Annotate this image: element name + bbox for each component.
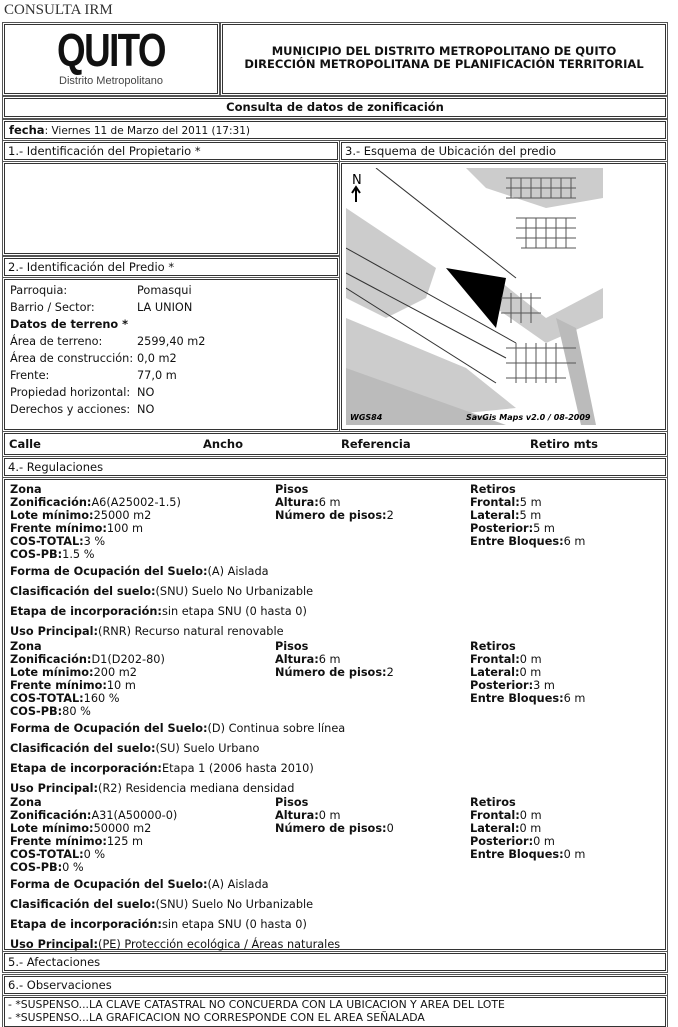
zonificacion-label: Zonificación:: [10, 809, 92, 822]
map-box: [341, 163, 666, 430]
lateral-row: [470, 666, 541, 679]
section6-header: 6.- Observaciones: [4, 976, 666, 994]
entre-bloques-value: 6 m: [563, 535, 586, 548]
clasificacion-row: [10, 585, 313, 598]
pisos-heading: Pisos: [275, 483, 309, 496]
entre-bloques-row: [470, 848, 585, 861]
lateral-label: Lateral:: [470, 822, 520, 835]
barrio-label: Barrio / Sector:: [10, 301, 95, 314]
zonificacion-label: Zonificación:: [10, 653, 92, 666]
lateral-row: [470, 822, 541, 835]
pisos-row: [275, 640, 308, 653]
zona-row: [10, 640, 42, 653]
lote-minimo-label: Lote mínimo:: [10, 666, 94, 679]
altura-value: 0 m: [318, 809, 341, 822]
altura-row: [275, 809, 341, 822]
cos-pb-value: 80 %: [62, 705, 91, 718]
zona-row: [10, 796, 42, 809]
zonificacion-label: Zonificación:: [10, 496, 92, 509]
area-construccion-row: [10, 350, 337, 367]
fecha-label: fecha: [9, 123, 45, 137]
entre-bloques-value: 0 m: [563, 848, 586, 861]
uso-principal-value: (PE) Protección ecológica / Áreas naturales: [98, 938, 341, 951]
frente-minimo-value: 10 m: [106, 679, 136, 692]
pisos-heading: Pisos: [275, 796, 309, 809]
clasificacion-row: [10, 898, 313, 911]
propiedad-horizontal-label: Propiedad horizontal:: [10, 386, 131, 399]
pisos-heading: Pisos: [275, 640, 309, 653]
etapa-row: [10, 605, 307, 618]
frontal-label: Frontal:: [470, 496, 520, 509]
derechos-row: [10, 401, 337, 418]
map-datum-label: WGS84: [350, 413, 383, 422]
frontal-value: 0 m: [519, 653, 542, 666]
etapa-row: [10, 918, 307, 931]
section2-header: 2.- Identificación del Predio *: [4, 258, 338, 276]
frontal-label: Frontal:: [470, 809, 520, 822]
map-credit-label: SavGis Maps v2.0 / 08-2009: [466, 413, 591, 422]
retiros-heading: Retiros: [470, 640, 516, 653]
barrio-row: [10, 299, 337, 316]
clasificacion-label: Clasificación del suelo:: [10, 742, 156, 755]
zonificacion-value: A31(A50000-0): [91, 809, 178, 822]
frente-minimo-row: [10, 679, 136, 692]
frente-value: 77,0 m: [137, 369, 177, 382]
frente-row: [10, 367, 337, 384]
frente-minimo-label: Frente mínimo:: [10, 522, 107, 535]
forma-ocupacion-label: Forma de Ocupación del Suelo:: [10, 722, 208, 735]
quito-logo: QUITO: [57, 24, 165, 76]
lote-minimo-value: 25000 m2: [93, 509, 152, 522]
entre-bloques-value: 6 m: [563, 692, 586, 705]
logo-subtitle: Distrito Metropolitano: [59, 75, 163, 87]
forma-ocupacion-label: Forma de Ocupación del Suelo:: [10, 565, 208, 578]
posterior-value: 5 m: [533, 522, 555, 535]
observacion-item: - *SUSPENSO...LA GRAFICACION NO CORRESPONDE CON EL AREA SEÑALADA: [8, 1011, 425, 1024]
consulta-title: Consulta de datos de zonificación: [4, 98, 666, 117]
frontal-value: 5 m: [519, 496, 542, 509]
forma-ocupacion-value: (A) Aislada: [207, 565, 269, 578]
barrio-value: LA UNION: [137, 301, 193, 314]
col-ancho: Ancho: [203, 437, 243, 451]
posterior-label: Posterior:: [470, 522, 534, 535]
zonificacion-value: A6(A25002-1.5): [91, 496, 181, 509]
propiedad-horizontal-row: [10, 384, 337, 401]
calle-table-header: [4, 433, 666, 455]
lateral-label: Lateral:: [470, 666, 520, 679]
zona-heading: Zona: [10, 796, 42, 809]
numero-pisos-value: 2: [386, 509, 394, 522]
posterior-value: 0 m: [533, 835, 555, 848]
posterior-value: 3 m: [533, 679, 555, 692]
uso-principal-label: Uso Principal:: [10, 625, 99, 638]
clasificacion-value: (SNU) Suelo No Urbanizable: [155, 585, 314, 598]
uso-principal-row: [10, 782, 294, 795]
lote-minimo-row: [10, 666, 137, 679]
section1-header: 1.- Identificación del Propietario *: [4, 142, 338, 160]
altura-row: [275, 653, 341, 666]
clasificacion-label: Clasificación del suelo:: [10, 898, 156, 911]
parroquia-value: Pomasqui: [137, 284, 192, 297]
frontal-row: [470, 496, 542, 509]
fecha-row: [4, 121, 666, 139]
forma-ocupacion-label: Forma de Ocupación del Suelo:: [10, 878, 208, 891]
cos-total-value: 0 %: [83, 848, 106, 861]
cos-pb-row: [10, 861, 84, 874]
lote-minimo-value: 50000 m2: [93, 822, 152, 835]
posterior-label: Posterior:: [470, 679, 534, 692]
lote-minimo-value: 200 m2: [93, 666, 137, 679]
numero-pisos-row: [275, 666, 394, 679]
cos-pb-label: COS-PB:: [10, 548, 63, 561]
altura-row: [275, 496, 341, 509]
owner-content: [4, 163, 338, 254]
uso-principal-value: (R2) Residencia mediana densidad: [98, 782, 295, 795]
section5-header: 5.- Afectaciones: [4, 953, 666, 971]
cos-pb-value: 1.5 %: [62, 548, 95, 561]
fecha-value: : Viernes 11 de Marzo del 2011 (17:31): [44, 125, 250, 137]
numero-pisos-label: Número de pisos:: [275, 666, 387, 679]
col-referencia: Referencia: [341, 437, 411, 451]
derechos-value: NO: [137, 403, 155, 416]
cos-total-row: [10, 848, 105, 861]
uso-principal-row: [10, 938, 340, 951]
header-box: [222, 24, 666, 94]
zonificacion-row: [10, 496, 181, 509]
cos-total-label: COS-TOTAL:: [10, 692, 84, 705]
header-line1: MUNICIPIO DEL DISTRITO METROPOLITANO DE QUITO: [271, 44, 617, 58]
frente-minimo-value: 100 m: [106, 522, 144, 535]
entre-bloques-label: Entre Bloques:: [470, 692, 564, 705]
logo-box: [4, 24, 218, 94]
numero-pisos-value: 2: [386, 666, 394, 679]
cos-total-row: [10, 535, 105, 548]
altura-label: Altura:: [275, 653, 319, 666]
uso-principal-row: [10, 625, 284, 638]
col-retiro: Retiro mts: [530, 437, 598, 451]
retiros-row: [470, 796, 516, 809]
zona-heading: Zona: [10, 483, 42, 496]
retiros-row: [470, 483, 516, 496]
frontal-label: Frontal:: [470, 653, 520, 666]
etapa-value: sin etapa SNU (0 hasta 0): [161, 605, 307, 618]
etapa-row: [10, 762, 314, 775]
lote-minimo-row: [10, 822, 151, 835]
posterior-row: [470, 522, 555, 535]
numero-pisos-row: [275, 822, 394, 835]
frente-minimo-label: Frente mínimo:: [10, 679, 107, 692]
clasificacion-value: (SU) Suelo Urbano: [155, 742, 260, 755]
forma-ocupacion-row: [10, 722, 345, 735]
retiros-heading: Retiros: [470, 483, 516, 496]
datos-terreno-heading: Datos de terreno *: [10, 318, 129, 331]
altura-value: 6 m: [318, 496, 341, 509]
frontal-value: 0 m: [519, 809, 542, 822]
pisos-row: [275, 796, 308, 809]
zona-row: [10, 483, 42, 496]
cos-pb-row: [10, 548, 94, 561]
derechos-label: Derechos y acciones:: [10, 403, 131, 416]
parroquia-row: [10, 282, 337, 299]
retiros-heading: Retiros: [470, 796, 516, 809]
frente-label: Frente:: [10, 369, 50, 382]
etapa-label: Etapa de incorporación:: [10, 918, 162, 931]
cos-total-row: [10, 692, 120, 705]
area-construccion-label: Área de construcción:: [10, 352, 134, 365]
cos-total-value: 3 %: [83, 535, 106, 548]
frente-minimo-value: 125 m: [106, 835, 144, 848]
zonificacion-row: [10, 653, 165, 666]
section4-header: 4.- Regulaciones: [4, 458, 666, 476]
clasificacion-value: (SNU) Suelo No Urbanizable: [155, 898, 314, 911]
pisos-row: [275, 483, 308, 496]
posterior-row: [470, 679, 555, 692]
etapa-label: Etapa de incorporación:: [10, 762, 162, 775]
altura-value: 6 m: [318, 653, 341, 666]
entre-bloques-label: Entre Bloques:: [470, 848, 564, 861]
area-construccion-value: 0,0 m2: [137, 352, 177, 365]
forma-ocupacion-value: (D) Continua sobre línea: [207, 722, 346, 735]
uso-principal-value: (RNR) Recurso natural renovable: [98, 625, 284, 638]
posterior-label: Posterior:: [470, 835, 534, 848]
numero-pisos-value: 0: [386, 822, 394, 835]
lateral-value: 0 m: [519, 822, 542, 835]
document-title: CONSULTA IRM: [4, 2, 113, 18]
observacion-item: - *SUSPENSO...LA CLAVE CATASTRAL NO CONCUERDA CON LA UBICACION Y AREA DEL LOTE: [8, 998, 505, 1011]
numero-pisos-label: Número de pisos:: [275, 509, 387, 522]
frontal-row: [470, 653, 542, 666]
lateral-value: 5 m: [519, 509, 542, 522]
lote-minimo-row: [10, 509, 151, 522]
lateral-value: 0 m: [519, 666, 542, 679]
uso-principal-label: Uso Principal:: [10, 782, 99, 795]
lote-minimo-label: Lote mínimo:: [10, 822, 94, 835]
area-terreno-value: 2599,40 m2: [137, 335, 206, 348]
north-label: N: [352, 173, 362, 188]
location-map: [346, 168, 603, 425]
zonificacion-value: D1(D202-80): [91, 653, 165, 666]
header-line2: DIRECCIÓN METROPOLITANA DE PLANIFICACIÓN TERRITORIAL: [244, 57, 644, 71]
clasificacion-label: Clasificación del suelo:: [10, 585, 156, 598]
etapa-label: Etapa de incorporación:: [10, 605, 162, 618]
propiedad-horizontal-value: NO: [137, 386, 155, 399]
forma-ocupacion-value: (A) Aislada: [207, 878, 269, 891]
section3-header: 3.- Esquema de Ubicación del predio: [341, 142, 666, 160]
etapa-value: sin etapa SNU (0 hasta 0): [161, 918, 307, 931]
frente-minimo-row: [10, 522, 143, 535]
frontal-row: [470, 809, 542, 822]
entre-bloques-row: [470, 692, 585, 705]
lote-minimo-label: Lote mínimo:: [10, 509, 94, 522]
entre-bloques-row: [470, 535, 585, 548]
lateral-label: Lateral:: [470, 509, 520, 522]
uso-principal-label: Uso Principal:: [10, 938, 99, 951]
numero-pisos-label: Número de pisos:: [275, 822, 387, 835]
zonificacion-row: [10, 809, 177, 822]
predio-content: [4, 279, 338, 430]
altura-label: Altura:: [275, 809, 319, 822]
zona-heading: Zona: [10, 640, 42, 653]
cos-total-value: 160 %: [83, 692, 120, 705]
frente-minimo-row: [10, 835, 143, 848]
cos-pb-value: 0 %: [62, 861, 84, 874]
altura-label: Altura:: [275, 496, 319, 509]
entre-bloques-label: Entre Bloques:: [470, 535, 564, 548]
col-calle: Calle: [9, 437, 41, 451]
posterior-row: [470, 835, 555, 848]
forma-ocupacion-row: [10, 878, 269, 891]
parroquia-label: Parroquia:: [10, 284, 68, 297]
clasificacion-row: [10, 742, 259, 755]
area-terreno-label: Área de terreno:: [10, 335, 103, 348]
cos-total-label: COS-TOTAL:: [10, 848, 84, 861]
numero-pisos-row: [275, 509, 394, 522]
lateral-row: [470, 509, 541, 522]
retiros-row: [470, 640, 516, 653]
cos-total-label: COS-TOTAL:: [10, 535, 84, 548]
cos-pb-label: COS-PB:: [10, 705, 63, 718]
etapa-value: Etapa 1 (2006 hasta 2010): [161, 762, 314, 775]
forma-ocupacion-row: [10, 565, 269, 578]
area-terreno-row: [10, 333, 337, 350]
cos-pb-label: COS-PB:: [10, 861, 63, 874]
cos-pb-row: [10, 705, 91, 718]
observaciones-content: [4, 997, 666, 1027]
frente-minimo-label: Frente mínimo:: [10, 835, 107, 848]
